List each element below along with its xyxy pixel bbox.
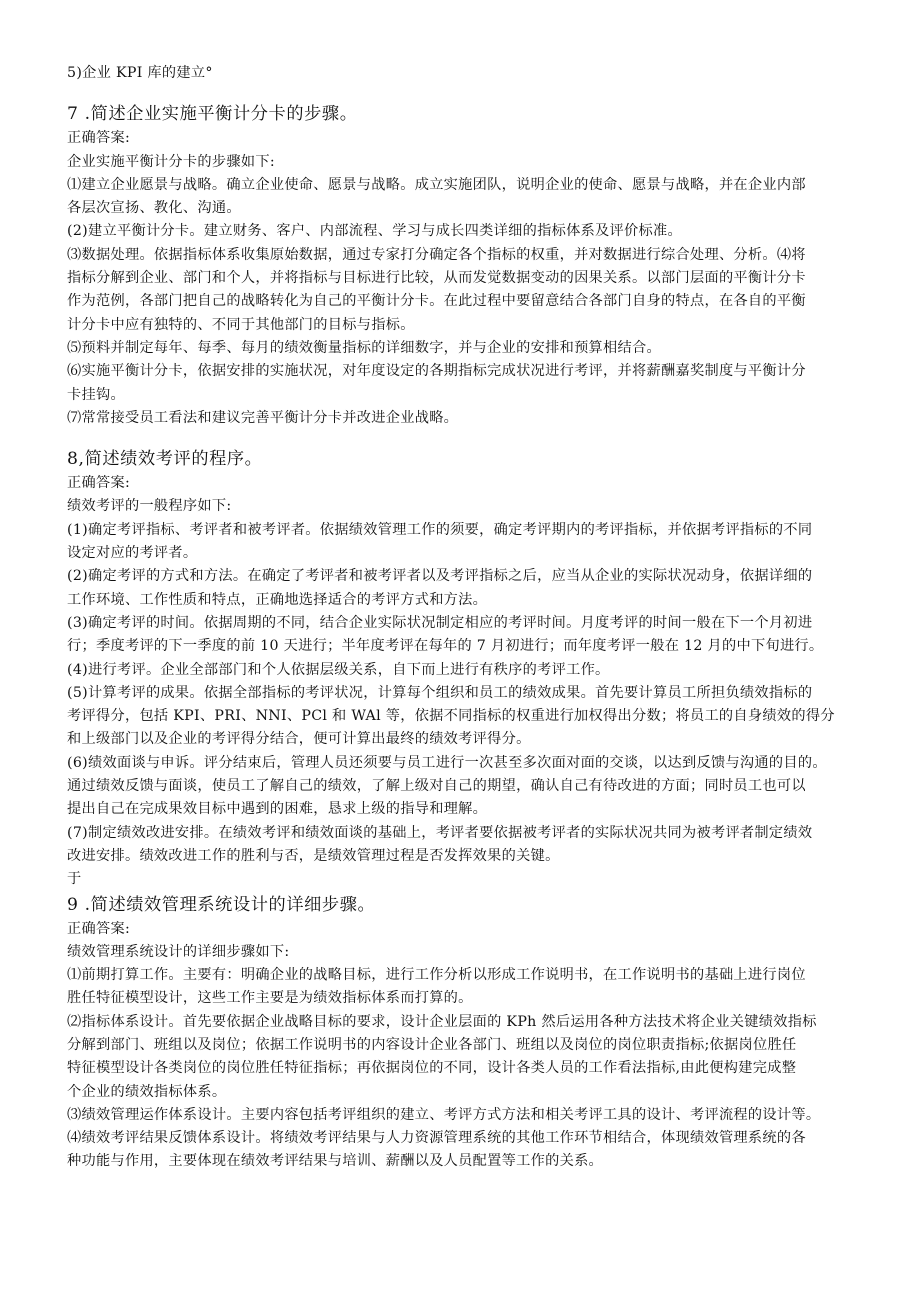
answer-label: 正确答案: xyxy=(67,475,131,492)
step-4 xyxy=(67,1127,857,1174)
line: (7)制定绩效改进安排。在绩效考评和绩效面谈的基础上，考评者要依据被考评者的实际状况共同为被考评者制定绩效 xyxy=(67,824,813,841)
question-8-title: 8,简述绩效考评的程序。 xyxy=(67,449,263,470)
step-3: ⑶绩效管理运作体系设计。主要内容包括考评组织的建立、考评方式方法和相关考评工具的设计、考评流程的设计等。 xyxy=(67,1106,821,1123)
line: (6)绩效面谈与申诉。评分结束后，管理人员还须要与员工进行一次甚至多次面对面的交谈，以达到反馈与沟通的目的。 xyxy=(67,754,827,771)
answer-intro: 绩效考评的一般程序如下: xyxy=(67,498,232,515)
question-9-title: 9 .简述绩效管理系统设计的详细步骤。 xyxy=(67,894,376,915)
line: (5)计算考评的成果。依据全部指标的考评状况，计算每个组织和员工的绩效成果。首先要计算员工所担负绩效指标的 xyxy=(67,684,813,701)
line: 通过绩效反馈与面谈，使员工了解自己的绩效，了解上级对自己的期望，确认自己有待改进的方面；同时员工也可以 xyxy=(67,778,806,795)
q5-item-tail: 5)企业 KPI 库的建立° xyxy=(67,65,213,81)
line: 改进安排。绩效改进工作的胜利与否，是绩效管理过程是否发挥效果的关键。 xyxy=(67,847,560,864)
stray-character: 于 xyxy=(67,871,82,888)
document-page xyxy=(67,62,857,1174)
step-1 xyxy=(67,519,857,566)
line: (1)确定考评指标、考评者和被考评者。依据绩效管理工作的须要，确定考评期内的考评指标，并依据考评指标的不同 xyxy=(67,521,813,538)
line: 工作环境、工作性质和特点，正确地选择适合的考评方式和方法。 xyxy=(67,591,488,608)
question-7-title: 7 .简述企业实施平衡计分卡的步骤。 xyxy=(67,104,358,125)
step-1 xyxy=(67,964,857,1011)
line: 和上级部门以及企业的考评得分结合，便可计算出最终的绩效考评得分。 xyxy=(67,731,531,748)
question-8 xyxy=(67,446,857,891)
line: 计分卡中应有独特的、不同于其他部门的目标与指标。 xyxy=(67,316,415,333)
line: ⑵指标体系设计。首先要依据企业战略目标的要求，设计企业层面的 KPh 然后运用各种方法技术将企业关键绩效指标 xyxy=(67,1013,817,1030)
line: 指标分解到企业、部门和个人，并将指标与目标进行比较，从而发觉数据变动的因果关系。以部门层面的平衡计分卡 xyxy=(67,270,806,287)
step-7: ⑺常常接受员工看法和建议完善平衡计分卡并改进企业战略。 xyxy=(67,409,459,426)
answer-intro: 企业实施平衡计分卡的步骤如下: xyxy=(67,153,275,170)
line: 胜任特征模型设计，这些工作主要是为绩效指标体系而打算的。 xyxy=(67,990,473,1007)
step-2 xyxy=(67,1011,857,1104)
line: 卡挂钩。 xyxy=(67,386,125,403)
line: 分解到部门、班组以及岗位；依据工作说明书的内容设计企业各部门、班组以及岗位的岗位职责指标;依据岗位胜任 xyxy=(67,1036,797,1053)
step-5: ⑸预料并制定每年、每季、每月的绩效衡量指标的详细数字，并与企业的安排和预算相结合。 xyxy=(67,339,661,356)
line: 考评得分，包括 KPI、PRI、NNI、PCl 和 WAl 等，依据不同指标的权重进行加权得出分数；将员工的自身绩效的得分 xyxy=(67,708,835,725)
step-4: (4)进行考评。企业全部部门和个人依据层级关系，自下而上进行有秩序的考评工作。 xyxy=(67,661,610,678)
line: ⑴建立企业愿景与战略。确立企业使命、愿景与战略。成立实施团队，说明企业的使命、愿景与战略，并在企业内部 xyxy=(67,176,806,193)
question-7 xyxy=(67,101,857,430)
step-1 xyxy=(67,174,857,221)
step-6 xyxy=(67,360,857,407)
line: (3)确定考评的时间。依据周期的不同，结合企业实际状况制定相应的考评时间。月度考评的时间一般在下一个月初进 xyxy=(67,614,813,631)
answer-label: 正确答案: xyxy=(67,920,131,937)
step-3-4 xyxy=(67,244,857,337)
line: ⑶数据处理。依据指标体系收集原始数据，通过专家打分确定各个指标的权重，并对数据进行综合处理、分析。⑷将 xyxy=(67,246,806,263)
line: (2)确定考评的方式和方法。在确定了考评者和被考评者以及考评指标之后，应当从企业的实际状况动身，依据详细的 xyxy=(67,568,813,585)
line: 特征模型设计各类岗位的岗位胜任特征指标；再依据岗位的不同，设计各类人员的工作看法指标,由此便构建完成整 xyxy=(67,1060,797,1077)
line: 各层次宣扬、教化、沟通。 xyxy=(67,200,241,217)
step-3 xyxy=(67,612,857,659)
step-2: (2)建立平衡计分卡。建立财务、客户、内部流程、学习与成长四类详细的指标体系及评价标准。 xyxy=(67,223,682,240)
step-5 xyxy=(67,682,857,752)
answer-label: 正确答案: xyxy=(67,130,131,147)
line: 作为范例，各部门把自己的战略转化为自己的平衡计分卡。在此过程中要留意结合各部门自身的特点，在各自的平衡 xyxy=(67,293,806,310)
question-9 xyxy=(67,892,857,1174)
line: ⑴前期打算工作。主要有：明确企业的战略目标，进行工作分析以形成工作说明书，在工作说明书的基础上进行岗位 xyxy=(67,967,806,984)
step-7 xyxy=(67,822,857,869)
answer-intro: 绩效管理系统设计的详细步骤如下: xyxy=(67,943,290,960)
line: 行；季度考评的下一季度的前 10 天进行；半年度考评在每年的 7 月初进行；而年度考评一般在 12 月的中下旬进行。 xyxy=(67,638,824,655)
step-6 xyxy=(67,752,857,822)
line: 提出自己在完成果效目标中遇到的困难，恳求上级的指导和理解。 xyxy=(67,801,488,818)
line: 个企业的绩效指标体系。 xyxy=(67,1083,227,1100)
step-2 xyxy=(67,565,857,612)
line: ⑷绩效考评结果反馈体系设计。将绩效考评结果与人力资源管理系统的其他工作环节相结合，体现绩效管理系统的各 xyxy=(67,1130,806,1147)
line: ⑹实施平衡计分卡，依据安排的实施状况，对年度设定的各期指标完成状况进行考评，并将薪酬嘉奖制度与平衡计分 xyxy=(67,363,806,380)
line: 种功能与作用，主要体现在绩效考评结果与培训、薪酬以及人员配置等工作的关系。 xyxy=(67,1153,604,1170)
line: 设定对应的考评者。 xyxy=(67,545,198,562)
